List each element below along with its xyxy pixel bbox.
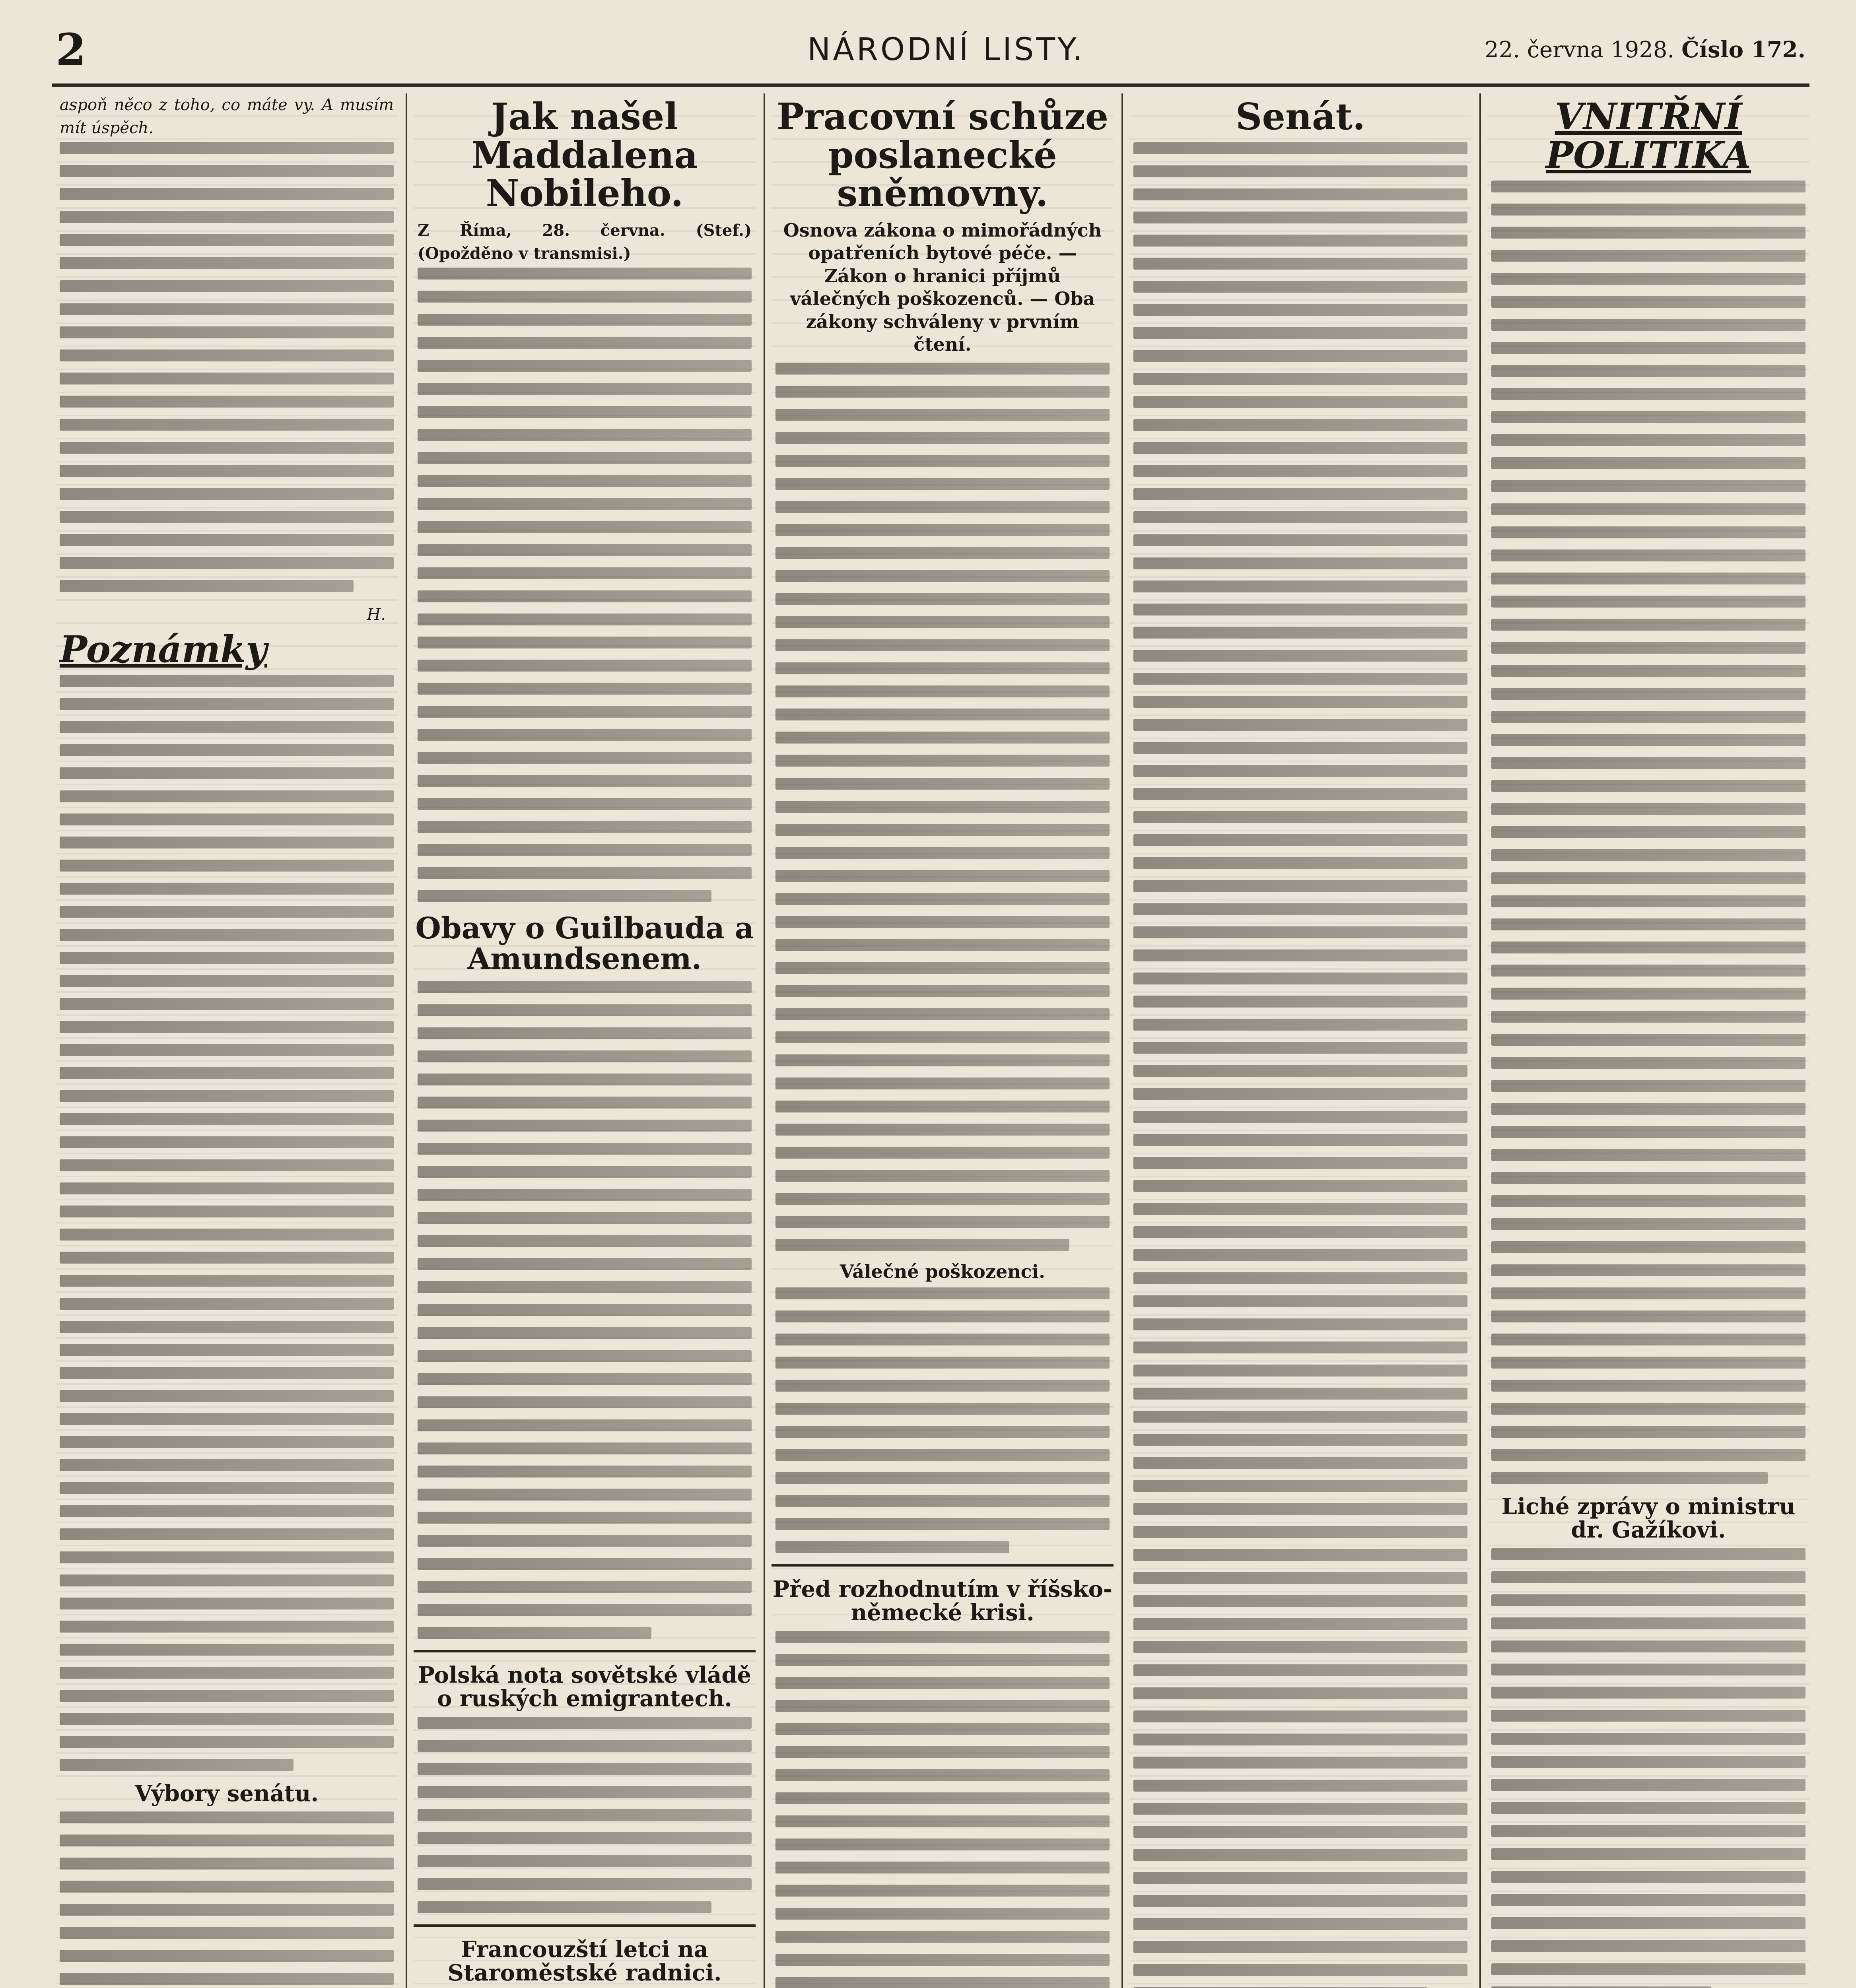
guilbaud-heading: Obavy o Guilbauda a Amundsenem. — [415, 911, 754, 977]
issue-date-line — [1485, 37, 1805, 63]
text-block — [1133, 142, 1467, 1988]
text-block — [60, 1811, 394, 1988]
page-number: 2 — [56, 24, 86, 75]
poznamky-heading: Poznámky — [60, 628, 267, 671]
snemovna-heading: Pracovní schůze poslanecké sněmovny. — [776, 95, 1109, 215]
text-block — [60, 142, 394, 592]
column-4 — [1129, 93, 1471, 1988]
maddalena-lead: Z Říma, 28. června. (Stef.) (Opožděno v transmisi.) — [418, 221, 752, 263]
text-block — [775, 1631, 1110, 1988]
reich-crisis-heading: Před rozhodnutím v říšsko-německé krisi. — [772, 1576, 1113, 1626]
vybory-heading: Výbory senátu. — [135, 1780, 319, 1807]
col1-intro: aspoň něco z toho, co máte vy. A musím mít úspěch. — [60, 96, 394, 137]
column-rule — [1479, 93, 1481, 1988]
text-block — [1491, 1548, 1805, 1988]
issue-number: Číslo 172. — [1681, 37, 1805, 63]
text-block — [60, 675, 394, 1771]
newspaper-title: NÁRODNÍ LISTY. — [807, 32, 1085, 68]
masthead — [52, 16, 1809, 87]
divider — [772, 1564, 1114, 1567]
war-victims-heading: Válečné poškozenci. — [840, 1260, 1046, 1282]
maddalena-heading: Jak našel Maddalena Nobileho. — [471, 95, 698, 215]
column-1 — [56, 93, 398, 1988]
issue-date: 22. června 1928. — [1484, 37, 1675, 63]
divider — [414, 1924, 756, 1927]
text-block — [775, 363, 1110, 1251]
text-block — [418, 1717, 752, 1913]
column-rule — [406, 93, 407, 1988]
domestic-politics-heading: VNITŘNÍ POLITIKA — [1545, 95, 1751, 177]
column-rule — [1121, 93, 1123, 1988]
col1-signature: H. — [367, 606, 386, 624]
column-rule — [764, 93, 765, 1988]
column-3 — [772, 93, 1114, 1988]
senate-heading: Senát. — [1236, 95, 1365, 138]
snemovna-subheading: Osnova zákona o mimořádných opatřeních bytové péče. — Zákon o hranici příjmů válečných poškozenců. — Oba zákony schváleny v prvním čtení. — [783, 219, 1102, 355]
french-airmen-heading: Francouzští letci na Staroměstské radnici. — [447, 1936, 722, 1986]
text-block — [418, 981, 752, 1639]
gazik-heading: Liché zprávy o ministru dr. Gažíkovi. — [1501, 1493, 1796, 1543]
column-5 — [1487, 93, 1809, 1988]
polish-note-heading: Polská nota sovětské vládě o ruských emigrantech. — [418, 1662, 752, 1712]
text-block — [1491, 181, 1805, 1484]
text-block — [418, 268, 752, 902]
column-2 — [414, 93, 756, 1988]
text-block — [775, 1287, 1110, 1553]
divider — [414, 1650, 756, 1652]
